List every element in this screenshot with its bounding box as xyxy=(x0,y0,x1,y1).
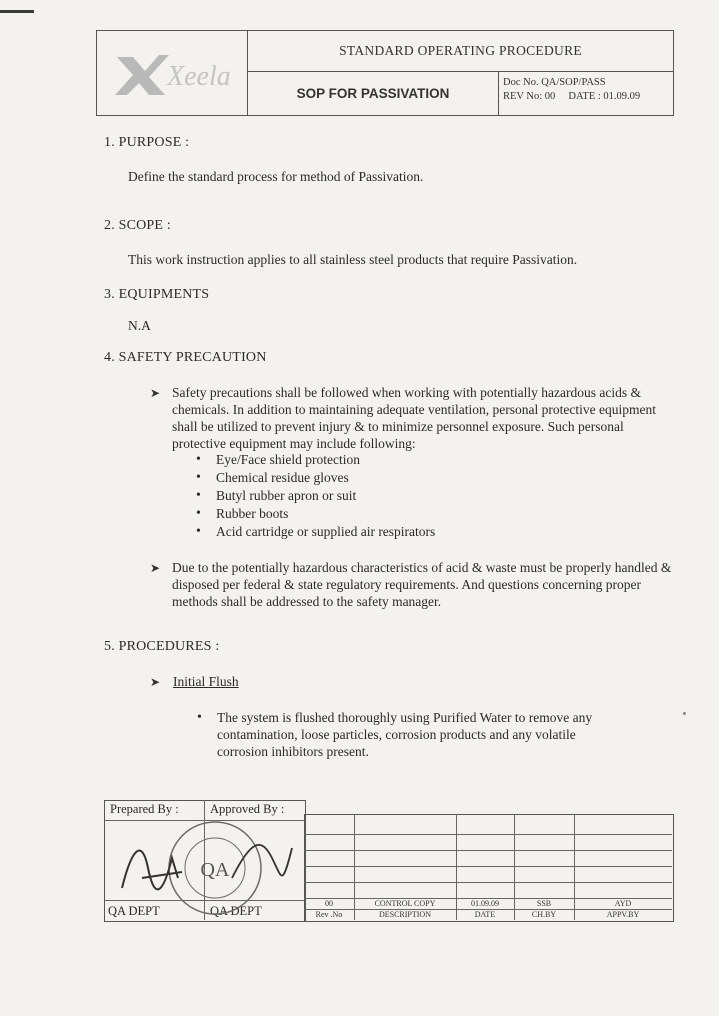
rev-value: 00 xyxy=(325,899,333,908)
approved-by-value: AYD xyxy=(614,899,632,908)
doc-info xyxy=(503,76,640,104)
rev-label: Rev .No xyxy=(315,910,343,919)
list-item: • Chemical residue gloves xyxy=(196,469,496,487)
prepared-by-label: Prepared By : xyxy=(110,802,179,816)
equipments-text: N.A xyxy=(128,318,151,333)
procedure-list xyxy=(197,709,627,760)
document-title: STANDARD OPERATING PROCEDURE xyxy=(248,31,673,72)
bullet-arrow-icon: ➤ xyxy=(150,386,161,400)
bullet-arrow-icon: ➤ xyxy=(150,561,161,575)
xeela-logo xyxy=(111,49,241,99)
checked-by-label: CH.BY xyxy=(531,910,557,919)
section-safety-title: 4. SAFETY PRECAUTION xyxy=(104,350,267,365)
date-label: DATE xyxy=(474,910,496,919)
signature xyxy=(112,828,302,908)
list-item: • Butyl rubber apron or suit xyxy=(196,487,496,505)
list-item: • The system is flushed thoroughly using Purified Water to remove any contamination, loose particles, corrosion products and any volatile corrosion inhibitors present. xyxy=(197,709,627,760)
svg-text:QA: QA xyxy=(200,859,230,881)
approved-by-label: Approved By : xyxy=(210,802,285,816)
logo-cell xyxy=(97,31,248,115)
document-subtitle: SOP FOR PASSIVATION xyxy=(248,72,499,115)
safety-paragraph-2: Due to the potentially hazardous characteristics of acid & waste must be properly handled & disposed per federal & state regulatory requirements. And questions concerning proper methods shall be addressed to the safety manager. xyxy=(172,560,672,609)
bullet-arrow-icon: ➤ xyxy=(150,675,161,689)
date-value: 01.09.09 xyxy=(471,899,499,908)
document-header xyxy=(96,30,674,116)
section-purpose-title: 1. PURPOSE : xyxy=(104,135,190,150)
initial-flush-heading: Initial Flush xyxy=(173,674,239,689)
doc-number: Doc No. QA/SOP/PASS xyxy=(503,77,606,88)
approved-dept: QA DEPT xyxy=(210,904,262,918)
description-value: CONTROL COPY xyxy=(374,899,436,908)
section-scope-title: 2. SCOPE : xyxy=(104,218,171,233)
purpose-text: Define the standard process for method of Passivation. xyxy=(128,169,424,184)
ppe-list xyxy=(196,451,496,541)
document-footer xyxy=(104,800,674,924)
scan-speck xyxy=(683,712,686,715)
list-item: • Eye/Face shield protection xyxy=(196,451,496,469)
approved-by-column-label: APPV.BY xyxy=(606,910,640,919)
prepared-dept: QA DEPT xyxy=(108,904,160,918)
list-item: • Acid cartridge or supplied air respirators xyxy=(196,523,496,541)
revision-date: REV No: 00 DATE : 01.09.09 xyxy=(503,91,641,102)
description-label: DESCRIPTION xyxy=(378,910,431,919)
scan-mark xyxy=(0,10,34,13)
checked-by-value: SSB xyxy=(536,899,552,908)
scope-text: This work instruction applies to all stainless steel products that require Passivation. xyxy=(128,252,578,267)
section-procedures-title: 5. PROCEDURES : xyxy=(104,639,220,654)
svg-text:Xeela: Xeela xyxy=(167,61,231,92)
list-item: • Rubber boots xyxy=(196,505,496,523)
safety-paragraph-1: Safety precautions shall be followed when working with potentially hazardous acids & chemicals. In addition to maintaining adequate ventilation, personal protective equipment shall be utilized to prevent injury & to minimize personnel exposure. Such personal protective equipment may include following: xyxy=(172,385,656,451)
section-equipments-title: 3. EQUIPMENTS xyxy=(104,287,210,302)
